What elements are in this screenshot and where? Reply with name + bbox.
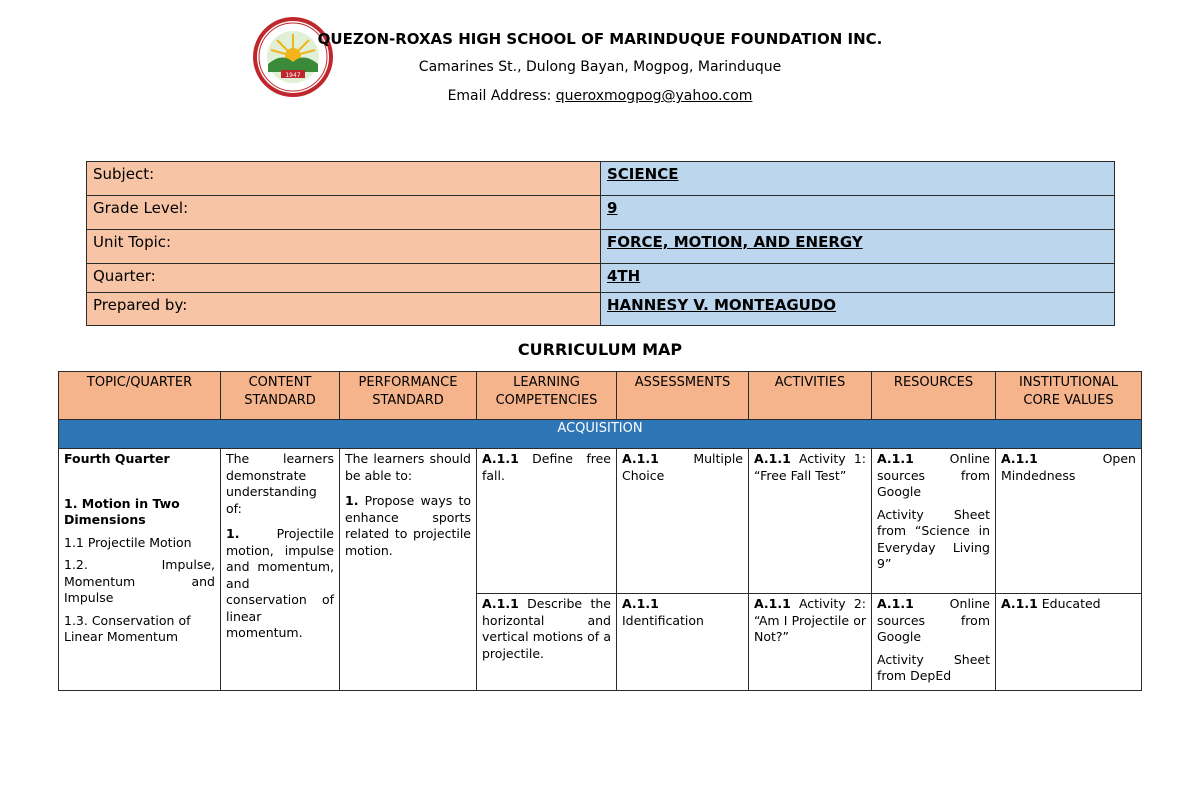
performance-standard-cell	[340, 449, 477, 691]
header-core-values: INSTITUTIONAL CORE VALUES	[996, 372, 1142, 420]
subtopic-2: 1.2. Impulse, Momentum and Impulse	[64, 557, 215, 605]
subtopic-1: 1.1 Projectile Motion	[64, 534, 192, 550]
prepared-value: HANNESY V. MONTEAGUDO	[601, 293, 1115, 326]
subject-label: Subject:	[87, 162, 601, 196]
curriculum-map-table	[58, 371, 1142, 691]
topic-cell	[59, 449, 221, 691]
school-email-line	[0, 88, 1200, 104]
header-resources: RESOURCES	[872, 372, 996, 420]
resources-2: A.1.1 Online sources from Google Activity Sheet from DepEd	[872, 594, 996, 691]
header-learning-competencies: LEARNING COMPETENCIES	[477, 372, 617, 420]
header-assessments: ASSESSMENTS	[617, 372, 749, 420]
header-performance-standard: PERFORMANCE STANDARD	[340, 372, 477, 420]
subtopic-3: 1.3. Conservation of Linear Momentum	[64, 612, 191, 644]
prepared-label: Prepared by:	[87, 293, 601, 326]
quarter-value: 4TH	[601, 264, 1115, 293]
course-info-table	[86, 161, 1115, 326]
table-row	[59, 449, 1142, 594]
quarter-name: Fourth Quarter	[64, 451, 170, 466]
resources-1: A.1.1 Online sources from Google Activity Sheet from “Science in Everyday Living 9”	[872, 449, 996, 594]
school-address: Camarines St., Dulong Bayan, Mogpog, Marinduque	[418, 59, 782, 75]
performance-standard-intro: The learners should be able to:	[345, 451, 471, 483]
school-seal-logo	[252, 16, 334, 98]
grade-label: Grade Level:	[87, 196, 601, 230]
phase-acquisition: ACQUISITION	[59, 420, 1142, 449]
activity-2: A.1.1 Activity 2: “Am I Projectile or Not?”	[749, 594, 872, 691]
email-label: Email Address:	[447, 88, 556, 104]
content-standard-cell	[221, 449, 340, 691]
topic-value: FORCE, MOTION, AND ENERGY	[601, 230, 1115, 264]
assessment-1: A.1.1 Multiple Choice	[617, 449, 749, 594]
content-standard-intro: The learners demonstrate understanding of:	[226, 451, 334, 516]
header-content-standard: CONTENT STANDARD	[221, 372, 340, 420]
subject-value: SCIENCE	[601, 162, 1115, 196]
topic-label: Unit Topic:	[87, 230, 601, 264]
svg-text:1947: 1947	[285, 72, 301, 79]
header-activities: ACTIVITIES	[749, 372, 872, 420]
activity-1: A.1.1 Activity 1: “Free Fall Test”	[749, 449, 872, 594]
curriculum-map-title: CURRICULUM MAP	[517, 340, 683, 359]
performance-standard-item: 1. Propose ways to enhance sports related to projectile motion.	[345, 493, 471, 558]
core-value-1: A.1.1 Open Mindedness	[996, 449, 1142, 594]
learning-competency-1: A.1.1 Define free fall.	[477, 449, 617, 594]
grade-value: 9	[601, 196, 1115, 230]
assessment-2: A.1.1 Identification	[617, 594, 749, 691]
unit-name: 1. Motion in Two Dimensions	[64, 495, 180, 527]
core-value-2: A.1.1 Educated	[996, 594, 1142, 691]
learning-competency-2: A.1.1 Describe the horizontal and vertical motions of a projectile.	[477, 594, 617, 691]
header-topic-quarter: TOPIC/QUARTER	[59, 372, 221, 420]
school-name: QUEZON-ROXAS HIGH SCHOOL OF MARINDUQUE FOUNDATION INC.	[317, 30, 883, 48]
quarter-label: Quarter:	[87, 264, 601, 293]
content-standard-item: 1. Projectile motion, impulse and momentum, and conservation of linear momentum.	[226, 526, 334, 640]
email-link[interactable]: queroxmogpog@yahoo.com	[555, 88, 753, 104]
